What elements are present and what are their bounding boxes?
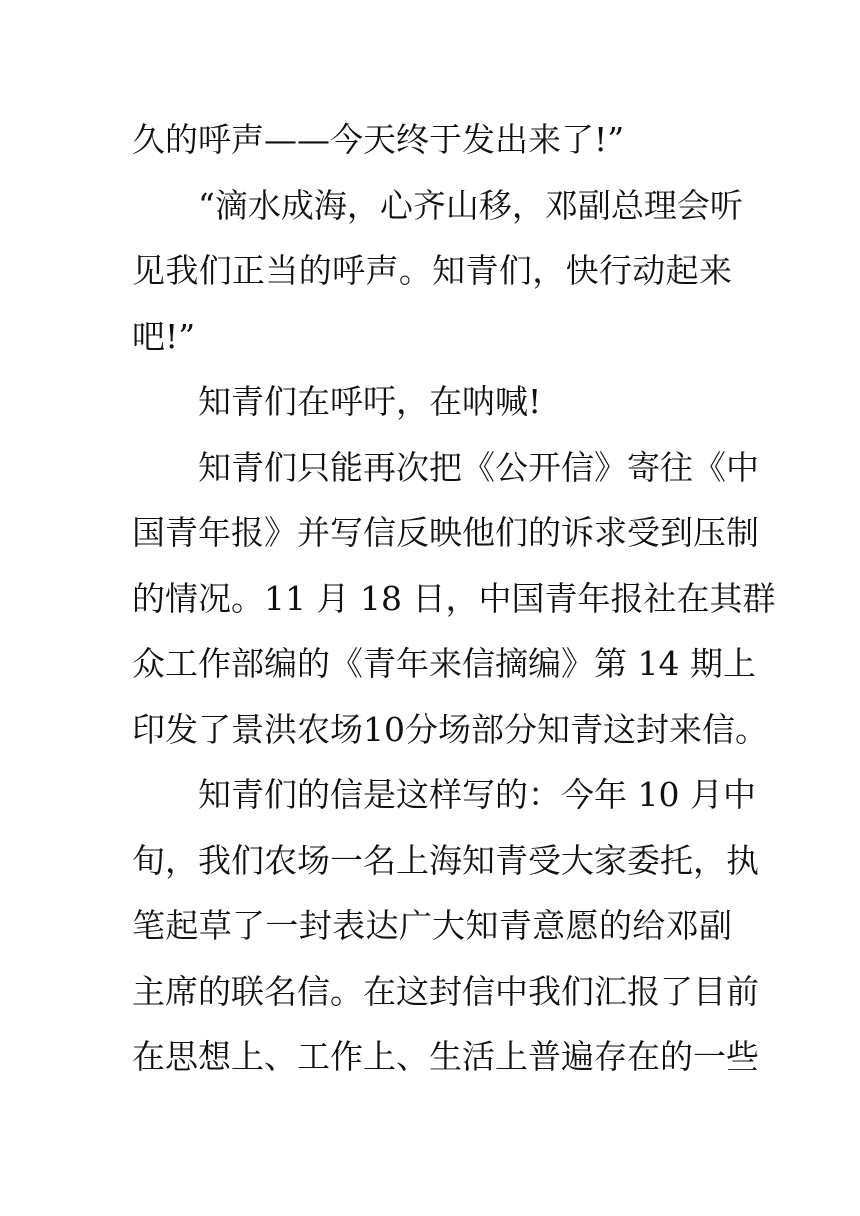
text-line: 久的呼声——今天终于发出来了!”	[132, 120, 625, 159]
text-line: 笔起草了一封表达广大知青意愿的给邓副	[132, 906, 732, 945]
text-line: 知青们只能再次把《公开信》寄往《中	[198, 447, 759, 487]
text-line: 知青们的信是这样写的：今年 10 月中	[198, 775, 756, 814]
text-line: 吧!”	[132, 316, 196, 356]
text-line: 主席的联名信。在这封信中我们汇报了目前	[132, 971, 759, 1011]
text-line: 众工作部编的《青年来信摘编》第 14 期上	[132, 644, 756, 683]
text-line: 在思想上、工作上、生活上普遍存在的一些	[132, 1037, 759, 1076]
text-line: 的情况。11 月 18 日，中国青年报社在其群	[132, 578, 776, 618]
text-line: 知青们在呼吁，在呐喊!	[198, 382, 542, 421]
text-line: 见我们正当的呼声。知青们，快行动起来	[132, 251, 732, 290]
text-line: 印发了景洪农场10分场部分知青这封来信。	[132, 709, 768, 749]
body-text	[132, 107, 776, 1090]
text-line: “滴水成海，心齐山移，邓副总理会听	[198, 185, 743, 225]
text-line: 旬，我们农场一名上海知青受大家委托，执	[132, 840, 759, 880]
text-line: 国青年报》并写信反映他们的诉求受到压制	[132, 513, 759, 552]
